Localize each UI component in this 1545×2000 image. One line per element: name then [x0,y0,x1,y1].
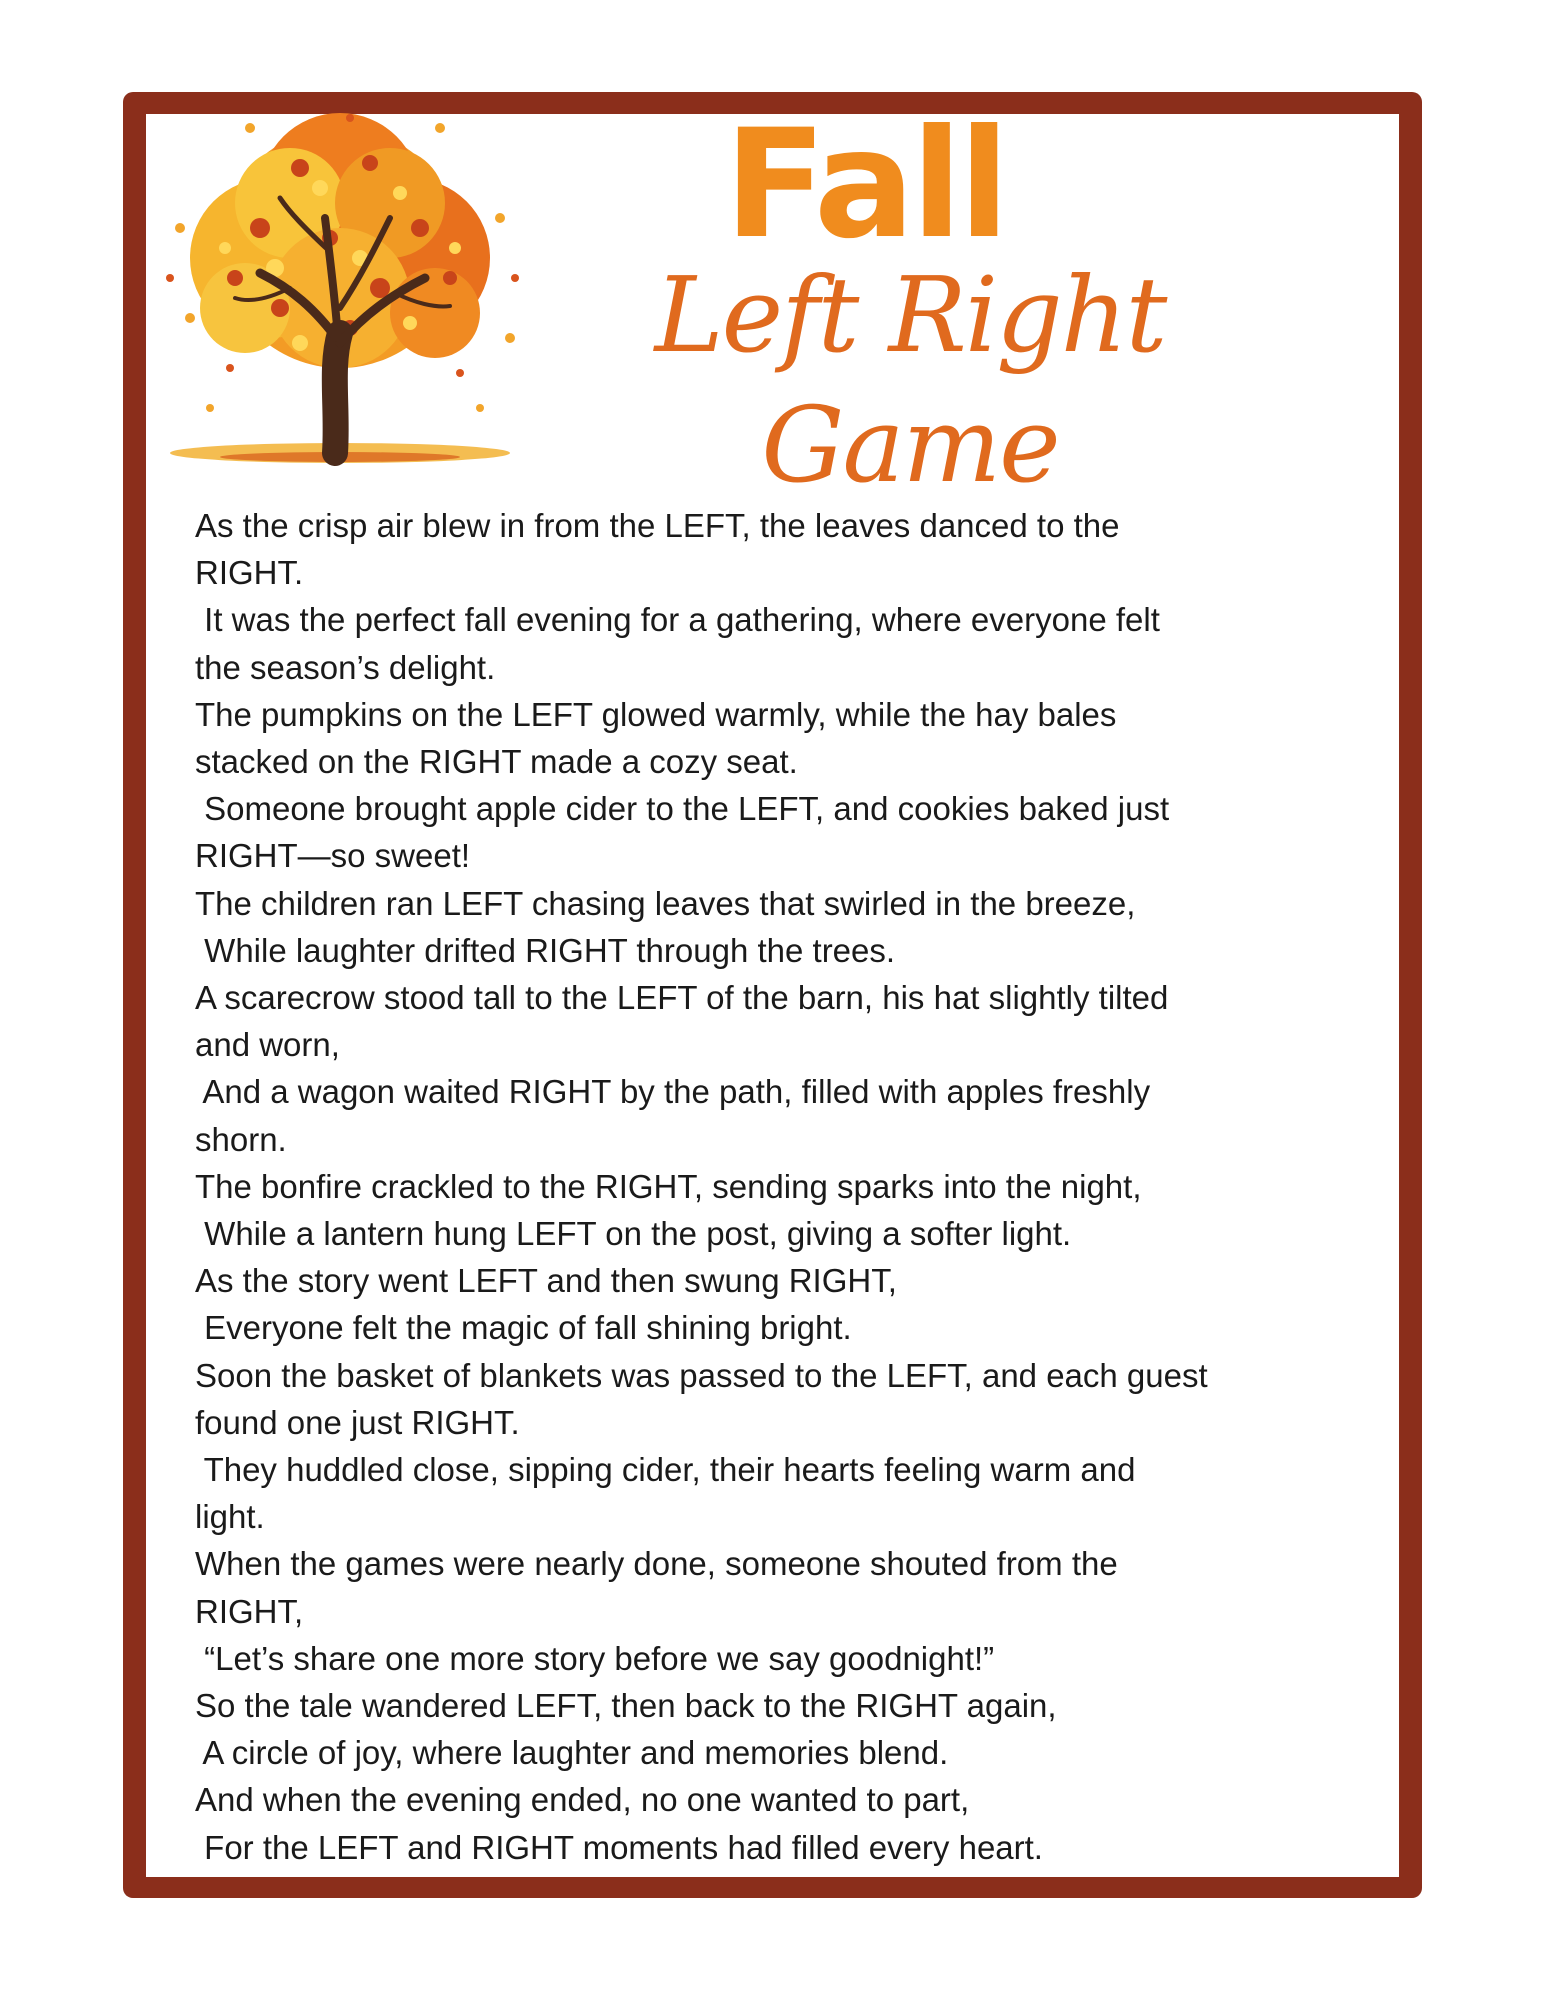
story-line: For the LEFT and RIGHT moments had filled every heart. [195,1828,1043,1866]
story-text [195,502,1345,1871]
story-line: shorn. [195,1120,287,1158]
story-line: As the crisp air blew in from the LEFT, the leaves danced to the [195,507,1120,544]
story-line: stacked on the RIGHT made a cozy seat. [195,743,798,781]
story-line: The bonfire crackled to the RIGHT, sending sparks into the night, [195,1167,1142,1205]
story-line: A circle of joy, where laughter and memories blend. [195,1734,949,1772]
story-line: “Let’s share one more story before we say goodnight!” [195,1639,995,1677]
story-line: The children ran LEFT chasing leaves that swirled in the breeze, [195,884,1136,922]
story-line: And a wagon waited RIGHT by the path, filled with apples freshly [195,1073,1151,1111]
story-line: While laughter drifted RIGHT through the trees. [195,931,896,969]
story-line: and worn, [195,1026,340,1064]
autumn-tree-icon [150,108,530,478]
story-line: They huddled close, sipping cider, their hearts feeling warm and [195,1451,1136,1489]
page-subtitle: Left Right Game [654,254,1166,506]
story-line: Soon the basket of blankets was passed to the LEFT, and each guest [195,1356,1208,1394]
story-line: It was the perfect fall evening for a gathering, where everyone felt [195,601,1160,639]
story-line: RIGHT—so sweet! [195,837,471,875]
story-line: When the games were nearly done, someone shouted from the [195,1545,1118,1583]
page-title: Fall [724,98,1006,272]
story-line: RIGHT, [195,1592,304,1630]
story-line: The pumpkins on the LEFT glowed warmly, while the hay bales [195,695,1117,733]
story-line: Everyone felt the magic of fall shining bright. [195,1309,852,1347]
story-line: RIGHT. [195,554,304,592]
story-line: the season’s delight. [195,648,496,686]
story-line: So the tale wandered LEFT, then back to the RIGHT again, [195,1687,1057,1725]
story-line: A scarecrow stood tall to the LEFT of the barn, his hat slightly tilted [195,979,1169,1017]
story-line: found one just RIGHT. [195,1403,520,1441]
story-line: Someone brought apple cider to the LEFT, and cookies baked just [195,790,1170,828]
story-line: light. [195,1498,265,1536]
story-line: While a lantern hung LEFT on the post, giving a softer light. [195,1215,1072,1253]
story-line: And when the evening ended, no one wanted to part, [195,1781,970,1819]
story-line: As the story went LEFT and then swung RIGHT, [195,1262,897,1300]
